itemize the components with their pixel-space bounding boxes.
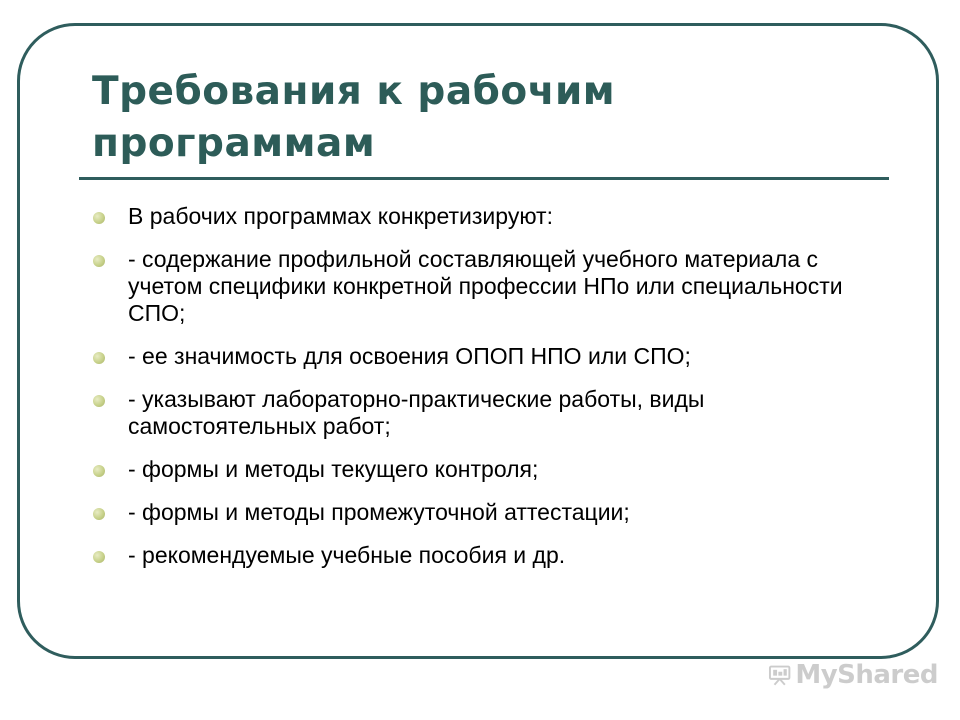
watermark (768, 655, 938, 695)
bullet-item (92, 542, 882, 569)
bullet-item (92, 203, 882, 230)
bullet-dot-icon (93, 508, 105, 520)
bullet-text: - рекомендуемые учебные пособия и др. (128, 542, 566, 568)
bullet-dot-icon (93, 255, 105, 267)
bullet-item (92, 246, 882, 327)
bullet-dot-icon (93, 465, 105, 477)
bullet-text: - формы и методы текущего контроля; (128, 456, 539, 482)
bullet-text: - указывают лабораторно-практические работы, виды самостоятельных работ; (128, 386, 705, 439)
bullet-text: В рабочих программах конкретизируют: (128, 203, 553, 229)
bullet-item (92, 499, 882, 526)
presentation-board-icon (768, 658, 791, 692)
bullet-dot-icon (93, 395, 105, 407)
bullet-dot-icon (93, 551, 105, 563)
title-underline (79, 177, 889, 180)
bullet-text: - содержание профильной составляющей учебного материала с учетом специфики конкретной профессии НПо или специальности СПО; (128, 246, 843, 326)
watermark-text: MyShared (795, 660, 938, 690)
slide-title: Требования к рабочим программам (92, 69, 616, 166)
bullet-dot-icon (93, 352, 105, 364)
bullet-item (92, 456, 882, 483)
bullet-dot-icon (93, 212, 105, 224)
bullet-text: - формы и методы промежуточной аттестации; (128, 499, 630, 525)
bullet-list (92, 203, 882, 585)
bullet-item (92, 343, 882, 370)
bullet-text: - ее значимость для освоения ОПОП НПО или СПО; (128, 343, 691, 369)
bullet-item (92, 386, 882, 440)
